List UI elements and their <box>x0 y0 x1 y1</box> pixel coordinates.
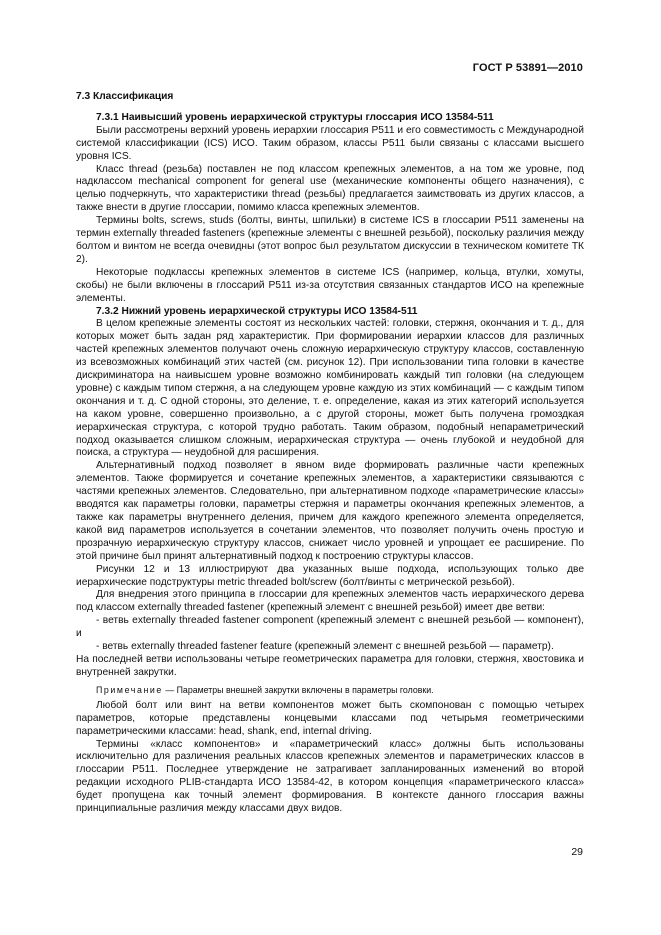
paragraph: Некоторые подклассы крепежных элементов в системе ICS (например, кольца, втулки, хомуты, скобы) не были включены в глоссарий P511 из-за отсутствия связанных стандартов ИСО на крепежные элементы. <box>76 266 584 304</box>
branch-item: - ветвь externally threaded fastener component (крепежный элемент с внешней резьбой — компонент), и <box>76 615 584 640</box>
paragraph: Были рассмотрены верхний уровень иерархии глоссария P511 и его совместимость с Международной системой классификации (ICS) ИСО. Таким образом, классы P511 были связаны с классами высшего уровня ICS. <box>76 124 584 162</box>
branch-item: - ветвь externally threaded fastener feature (крепежный элемент с внешней резьбой — параметр). <box>96 641 554 653</box>
note <box>76 684 584 696</box>
paragraph: Любой болт или винт на ветви компонентов может быть скомпонован с помощью четырех параметров, которые представлены концевыми классами под четырьмя геометрическими параметрическими классами: head, shank, end, internal driving. <box>76 699 584 737</box>
section-title: 7.3 Классификация <box>76 91 174 102</box>
paragraph: Альтернативный подход позволяет в явном виде формировать различные части крепежных элементов. Также формируется и сочетание крепежных элементов, а характеристики связываются с частями крепежных элементов. Следовательно, при альтернативном подходе «параметрические классы» вводятся как параметры головки, параметры стержня и параметры окончания крепежных элементов, а также как параметры внутреннего деления, причем для каждого крепежного элемента определяется, какой вид параметров используется в сочетании элементов, что позволяет получить очень простую и прозрачную иерархическую структуру классов, снижает число уровней и упрощает ее расширение. По этой причине был принят альтернативный подход к построению структуры классов. <box>76 460 584 562</box>
paragraph: На последней ветви использованы четыре геометрических параметра для головки, стержня, хвостовика и внутренней закрутки. <box>76 653 584 678</box>
page-number: 29 <box>571 846 583 858</box>
standard-header: ГОСТ Р 53891—2010 <box>472 62 583 74</box>
subsection-title-7-3-2: 7.3.2 Нижний уровень иерархической структуры ИСО 13584-511 <box>96 305 418 317</box>
paragraph: Класс thread (резьба) поставлен не под классом крепежных элементов, а на том же уровне, под надклассом mechanical component for general use (механические компоненты общего назначения), с целью подчеркнуть, что характеристики thread (резьбы) предлагается заимствовать из других классов, а также внести в другие глоссарии, помимо класса крепежных элементов. <box>76 163 584 214</box>
paragraph: Для внедрения этого принципа в глоссарии для крепежных элементов часть иерархического дерева под классом externally threaded fastener (крепежный элемент с внешней резьбой) имеет две ветви: <box>76 589 584 614</box>
paragraph: Термины «класс компонентов» и «параметрический класс» должны быть использованы исключительно для различения реальных классов крепежных элементов и параметрических классов в глоссарии P511. Последнее утверждение не затрагивает запланированных изменений во второй редакции исходного PLIB-стандарта ИСО 13584-42, в котором концепция «параметрического класса» будет пропущена как точный элемент формирования. В контексте данного глоссария важны принципиальные различия между классами двух видов. <box>76 738 584 815</box>
paragraph: В целом крепежные элементы состоят из нескольких частей: головки, стержня, окончания и т. д., для которых может быть задан ряд характеристик. При формировании иерархии классов для различных частей крепежных элементов получают очень сложную иерархическую структуру классов, составленную из всевозможных комбинаций этих частей (см. рисунок 12). При использовании типа головки в качестве дискриминатора на наивысшем уровне возможно комбинировать каждый тип головки (на следующем уровне) с каждым типом стержня, а на следующем уровне каждую из этих комбинаций — с каждым типом окончания и т. д. С одной стороны, это деление, т. е. определение, какая из этих категорий используется на каком уровне, совершенно произвольно, а с другой стороны, может быть получена громоздкая иерархическая структура, с которой трудно работать. Таким образом, подобный непараметрический подход оказывается слишком сложным, иерархическая структура — очень глубокой и неудобной для поиска, а структура — неудобной для расширения. <box>76 318 584 459</box>
note-text: — Параметры внешней закрутки включены в параметры головки. <box>162 684 434 695</box>
paragraph: Рисунки 12 и 13 иллюстрируют два указанных выше подхода, использующих только две иерархические подструктуры metric threaded bolt/screw (болт/винты с метрической резьбой). <box>76 563 584 588</box>
subsection-title-7-3-1: 7.3.1 Наивысший уровень иерархической структуры глоссария ИСО 13584-511 <box>96 111 494 123</box>
paragraph: Термины bolts, screws, studs (болты, винты, шпильки) в системе ICS в глоссарии P511 заменены на термин externally threaded fasteners (крепежные элементы с внешней резьбой), поскольку различия между болтом и винтом не всегда очевидны (этот вопрос был результатом дискуссии в техническом комитете ТК 2). <box>76 215 584 265</box>
page-content <box>76 91 584 816</box>
note-label: Примечание <box>96 684 163 695</box>
